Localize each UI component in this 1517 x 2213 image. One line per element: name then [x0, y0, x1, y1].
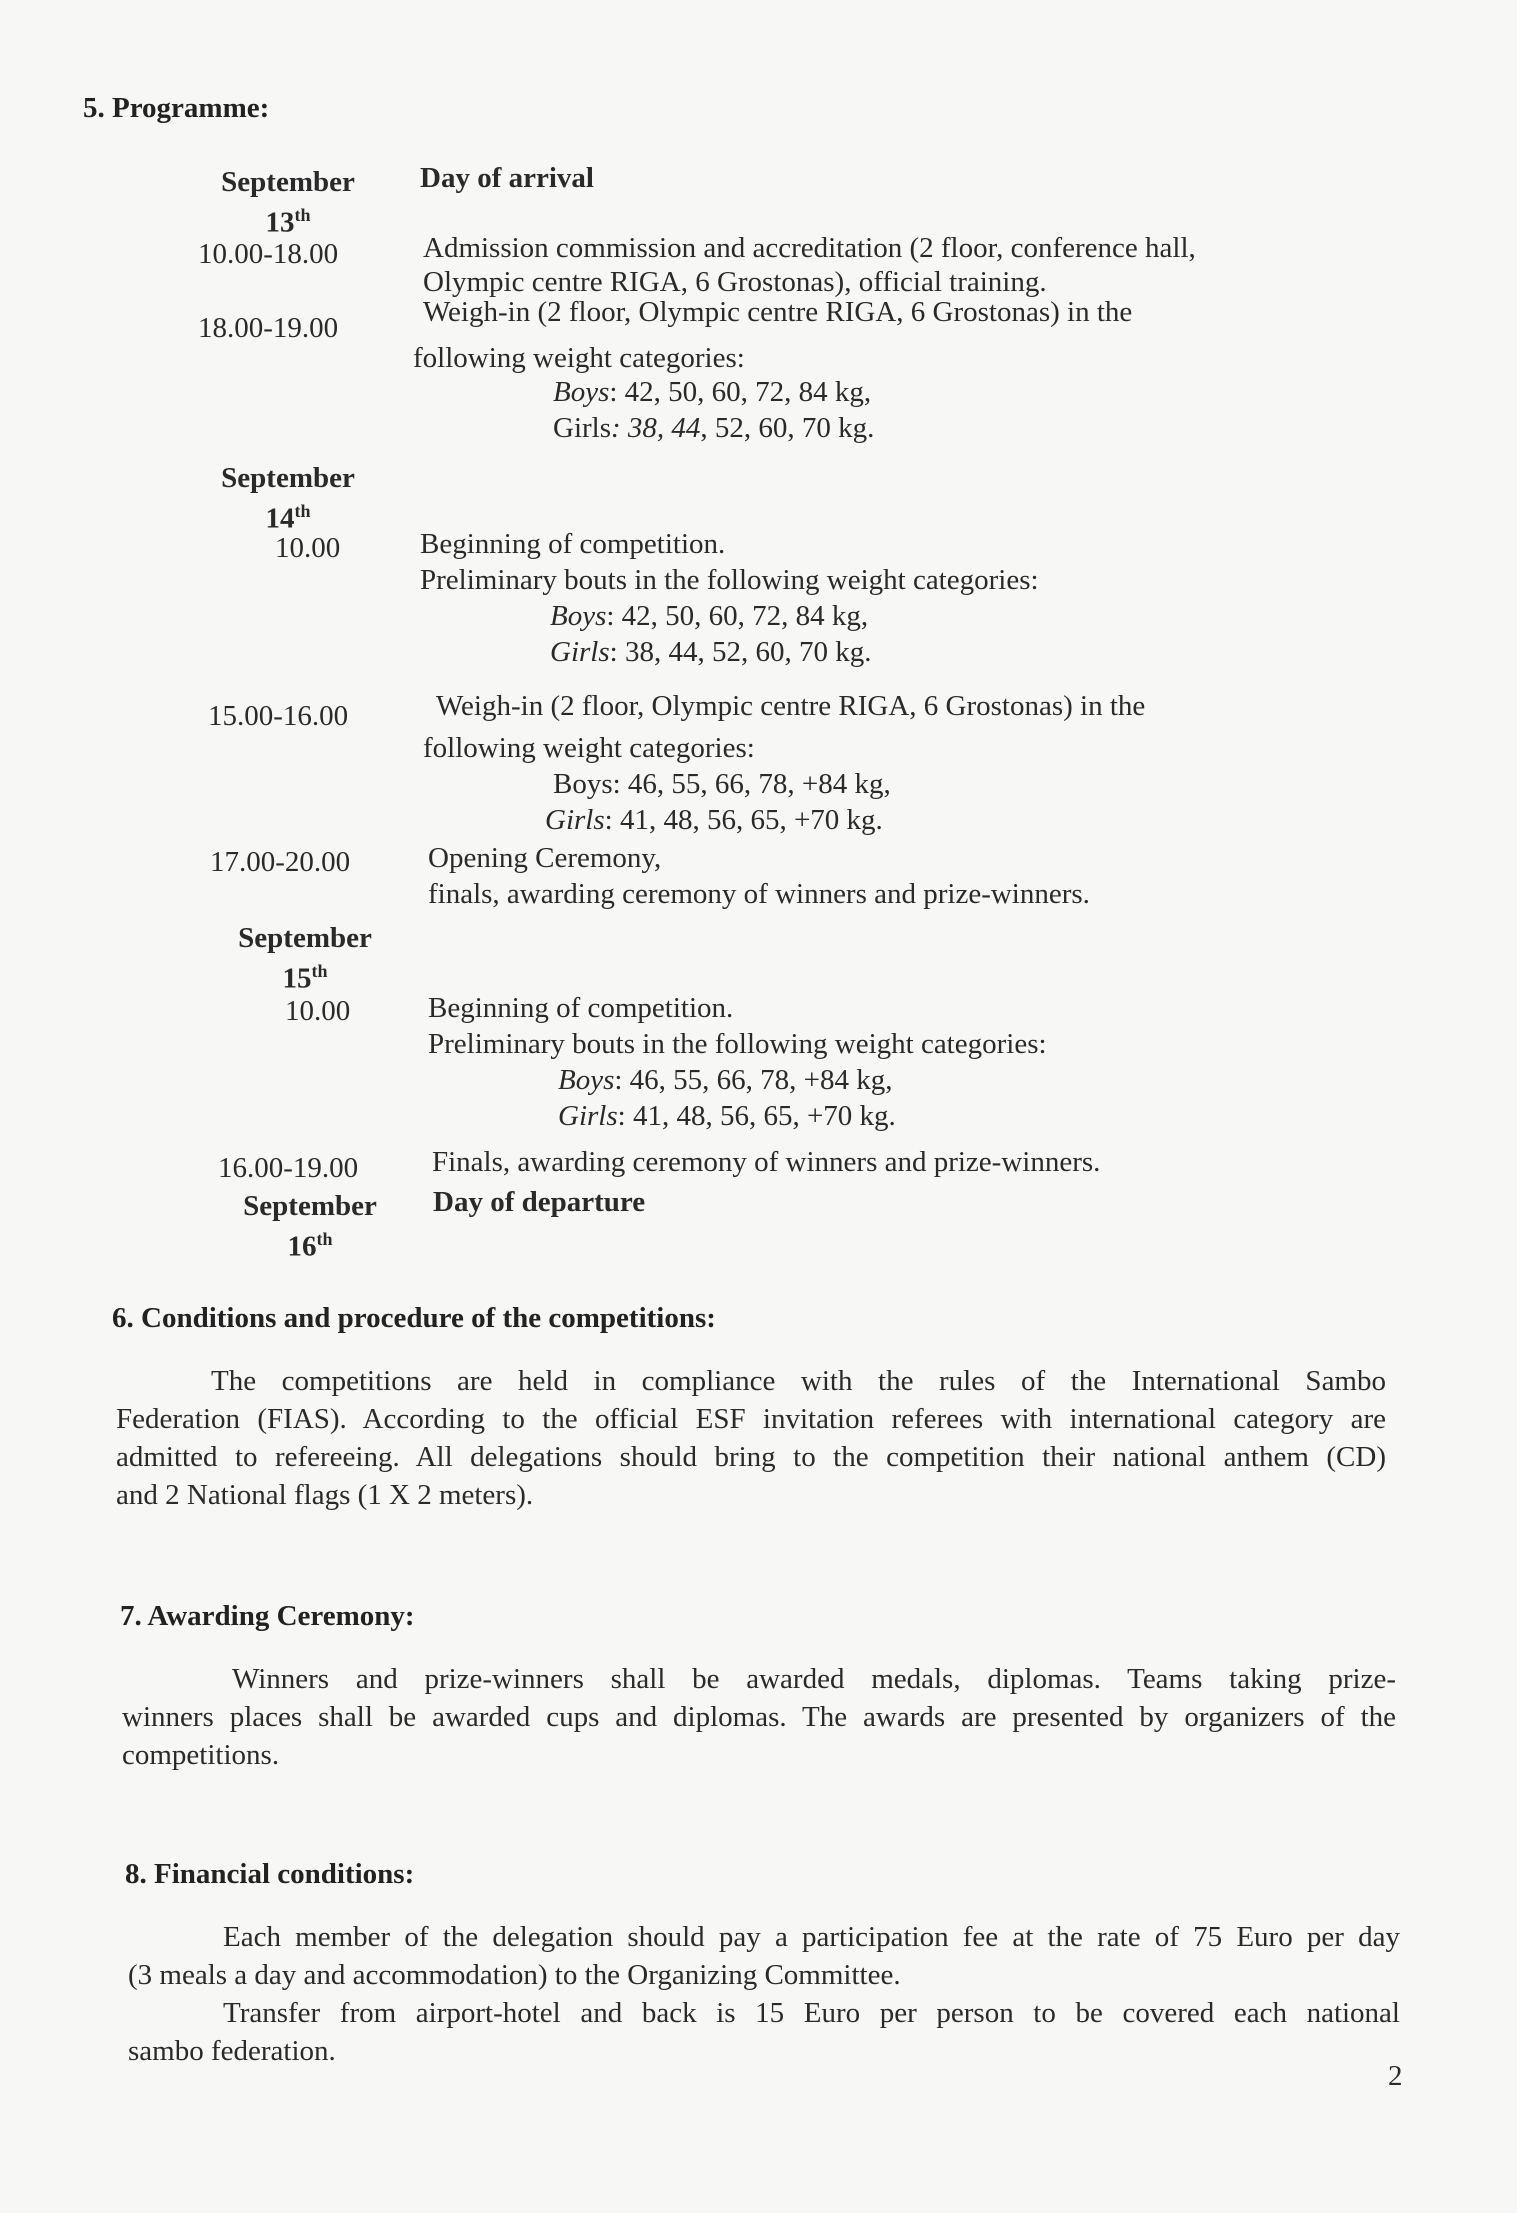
weight-categories-girls: Girls: 38, 44, 52, 60, 70 kg.	[550, 636, 872, 668]
time-slot: 10.00-18.00	[198, 238, 339, 270]
weight-categories-boys: Boys: 46, 55, 66, 78, +84 kg,	[558, 1064, 893, 1096]
date-september-15	[205, 922, 405, 996]
paragraph-line: and 2 National flags (1 X 2 meters).	[116, 1479, 534, 1511]
time-slot: 18.00-19.00	[198, 312, 339, 344]
section-awarding-heading: 7. Awarding Ceremony:	[120, 1600, 415, 1632]
paragraph-line: Transfer from airport-hotel and back is 15 Euro per person to be covered each national	[223, 1997, 1400, 2029]
paragraph-line: The competitions are held in compliance with the rules of the International Sambo	[211, 1365, 1386, 1397]
time-slot: 10.00	[285, 995, 351, 1027]
section-financial-heading: 8. Financial conditions:	[125, 1858, 415, 1890]
section-conditions-heading: 6. Conditions and procedure of the competitions:	[112, 1302, 716, 1334]
schedule-text: Finals, awarding ceremony of winners and prize-winners.	[432, 1146, 1101, 1178]
paragraph-line: Federation (FIAS). According to the official ESF invitation referees with international category are	[116, 1403, 1386, 1435]
weight-categories-girls: Girls: 41, 48, 56, 65, +70 kg.	[545, 804, 883, 836]
weight-categories-boys: Boys: 42, 50, 60, 72, 84 kg,	[550, 600, 869, 632]
date-month: September	[221, 166, 355, 198]
schedule-text: Opening Ceremony,	[428, 842, 662, 874]
date-month: September	[221, 462, 355, 494]
day-of-arrival-heading: Day of arrival	[420, 162, 594, 194]
date-day: 13th	[265, 205, 311, 239]
paragraph-line: sambo federation.	[128, 2035, 336, 2067]
date-september-16	[210, 1190, 410, 1264]
date-day: 16th	[287, 1229, 333, 1263]
schedule-text: Preliminary bouts in the following weight categories:	[420, 564, 1039, 596]
time-slot: 16.00-19.00	[218, 1152, 359, 1184]
day-of-departure-heading: Day of departure	[433, 1186, 646, 1218]
paragraph-line: competitions.	[122, 1739, 280, 1771]
date-month: September	[238, 922, 372, 954]
weight-categories-boys: Boys: 46, 55, 66, 78, +84 kg,	[553, 768, 891, 800]
schedule-text: Weigh-in (2 floor, Olympic centre RIGA, 6 Grostonas) in the	[436, 690, 1146, 722]
schedule-text: finals, awarding ceremony of winners and prize-winners.	[428, 878, 1090, 910]
schedule-text: Olympic centre RIGA, 6 Grostonas), official training.	[423, 266, 1047, 298]
schedule-text: Weigh-in (2 floor, Olympic centre RIGA, 6 Grostonas) in the	[423, 296, 1133, 328]
paragraph-line: Each member of the delegation should pay a participation fee at the rate of 75 Euro per day	[223, 1921, 1400, 1953]
schedule-text: Admission commission and accreditation (2 floor, conference hall,	[423, 232, 1196, 264]
paragraph-line: admitted to refereeing. All delegations should bring to the competition their national anthem (CD)	[116, 1441, 1386, 1473]
date-day: 15th	[282, 961, 328, 995]
page-number: 2	[1388, 2060, 1403, 2092]
section-programme-heading: 5. Programme:	[83, 92, 270, 124]
paragraph-line: winners places shall be awarded cups and diplomas. The awards are presented by organizers of the	[122, 1701, 1396, 1733]
date-september-14	[188, 462, 388, 536]
weight-categories-girls: Girls: 41, 48, 56, 65, +70 kg.	[558, 1100, 896, 1132]
time-slot: 15.00-16.00	[208, 700, 349, 732]
time-slot: 17.00-20.00	[210, 846, 351, 878]
paragraph-line: (3 meals a day and accommodation) to the Organizing Committee.	[128, 1959, 901, 1991]
date-day: 14th	[265, 501, 311, 535]
date-september-13	[188, 166, 388, 240]
weight-categories-boys: Boys: 42, 50, 60, 72, 84 kg,	[553, 376, 872, 408]
schedule-text: following weight categories:	[413, 342, 745, 374]
time-slot: 10.00	[275, 532, 341, 564]
financial-paragraph	[128, 1918, 1400, 2070]
schedule-text: Preliminary bouts in the following weight categories:	[428, 1028, 1047, 1060]
weight-categories-girls: Girls: 38, 44, 52, 60, 70 kg.	[553, 412, 875, 444]
schedule-text: Beginning of competition.	[428, 992, 734, 1024]
schedule-text: Beginning of competition.	[420, 528, 726, 560]
schedule-text: following weight categories:	[423, 732, 755, 764]
conditions-paragraph	[116, 1362, 1386, 1514]
date-month: September	[243, 1190, 377, 1222]
awarding-paragraph	[122, 1660, 1396, 1774]
paragraph-line: Winners and prize-winners shall be awarded medals, diplomas. Teams taking prize-	[232, 1663, 1396, 1695]
